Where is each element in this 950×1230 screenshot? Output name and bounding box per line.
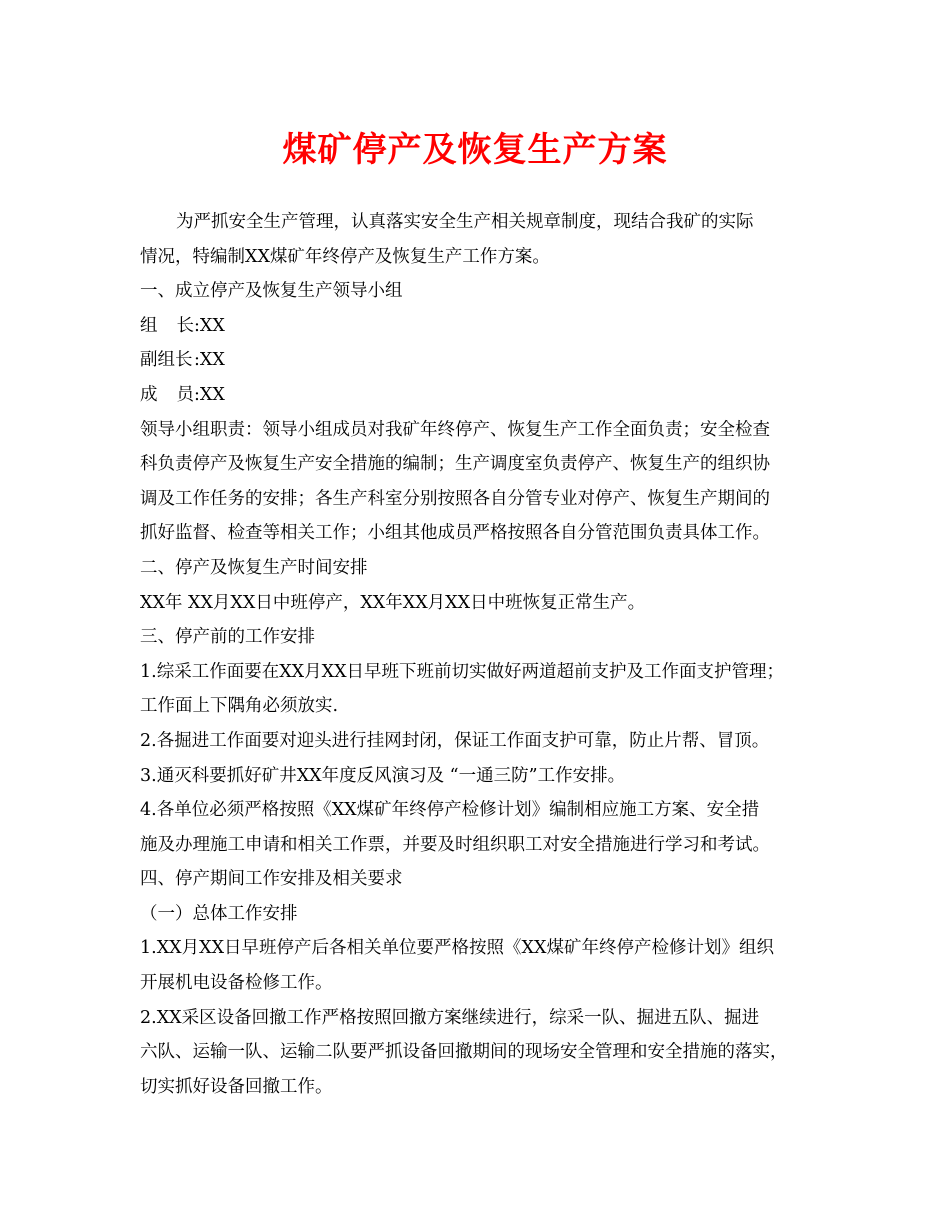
duties-line-1: 领导小组职责：领导小组成员对我矿年终停产、恢复生产工作全面负责；安全检查 [140,419,770,440]
section3-line-1: 1.综采工作面要在XX月XX日早班下班前切实做好两道超前支护及工作面支护管理； [140,661,785,682]
deputy-field [140,343,820,378]
deputy-value: :XX [194,350,225,371]
member-field [140,378,820,413]
section1-heading: 一、成立停产及恢复生产领导小组 [140,281,403,302]
deputy-label: 副组长 [140,350,193,371]
section4-line-5: 切实抓好设备回撤工作。 [140,1076,333,1097]
section3-line-5: 4.各单位必须严格按照《XX煤矿年终停产检修计划》编制相应施工方案、安全措 [140,800,760,821]
section4-line-1: 1.XX月XX日早班停产后各相关单位要严格按照《XX煤矿年终停产检修计划》组织 [140,938,774,959]
leader-value: :XX [194,315,225,336]
section3-heading: 三、停产前的工作安排 [140,627,315,648]
member-value: :XX [194,384,225,405]
section4-line-3: 2.XX采区设备回撤工作严格按照回撤方案继续进行，综采一队、掘进五队、掘进 [140,1007,760,1028]
section2-text: XX年 XX月XX日中班停产，XX年XX月XX日中班恢复正常生产。 [140,592,646,613]
section4-line-4: 六队、运输一队、运输二队要严抓设备回撤期间的现场安全管理和安全措施的落实， [140,1042,788,1063]
member-label: 成 员 [140,384,194,405]
section2-heading: 二、停产及恢复生产时间安排 [140,557,368,578]
leader-field [140,309,820,344]
document-title: 煤矿停产及恢复生产方案 [282,130,668,170]
section3-line-2: 工作面上下隅角必须放实. [140,696,339,717]
intro-line-2: 情况，特编制XX煤矿年终停产及恢复生产工作方案。 [140,246,550,267]
duties-line-3: 调及工作任务的安排；各生产科室分别按照各自分管专业对停产、恢复生产期间的 [140,488,770,509]
leader-label: 组 长 [140,315,194,336]
section4-line-2: 开展机电设备检修工作。 [140,973,333,994]
duties-line-4: 抓好监督、检查等相关工作；小组其他成员严格按照各自分管范围负责具体工作。 [140,523,770,544]
intro-line-1: 为严抓安全生产管理，认真落实安全生产相关规章制度，现结合我矿的实际 [176,212,754,232]
section3-line-4: 3.通灭科要抓好矿井XX年度反风演习及 “一通三防”工作安排。 [140,765,626,786]
section4-subheading-1: （一）总体工作安排 [140,903,298,924]
duties-line-2: 科负责停产及恢复生产安全措施的编制；生产调度室负责停产、恢复生产的组织协 [140,454,770,475]
section4-heading: 四、停产期间工作安排及相关要求 [140,869,403,890]
document-body [140,205,820,1104]
section3-line-6: 施及办理施工申请和相关工作票，并要及时组织职工对安全措施进行学习和考试。 [140,834,770,855]
section3-line-3: 2.各掘进工作面要对迎头进行挂网封闭，保证工作面支护可靠，防止片帮、冒顶。 [140,730,770,751]
